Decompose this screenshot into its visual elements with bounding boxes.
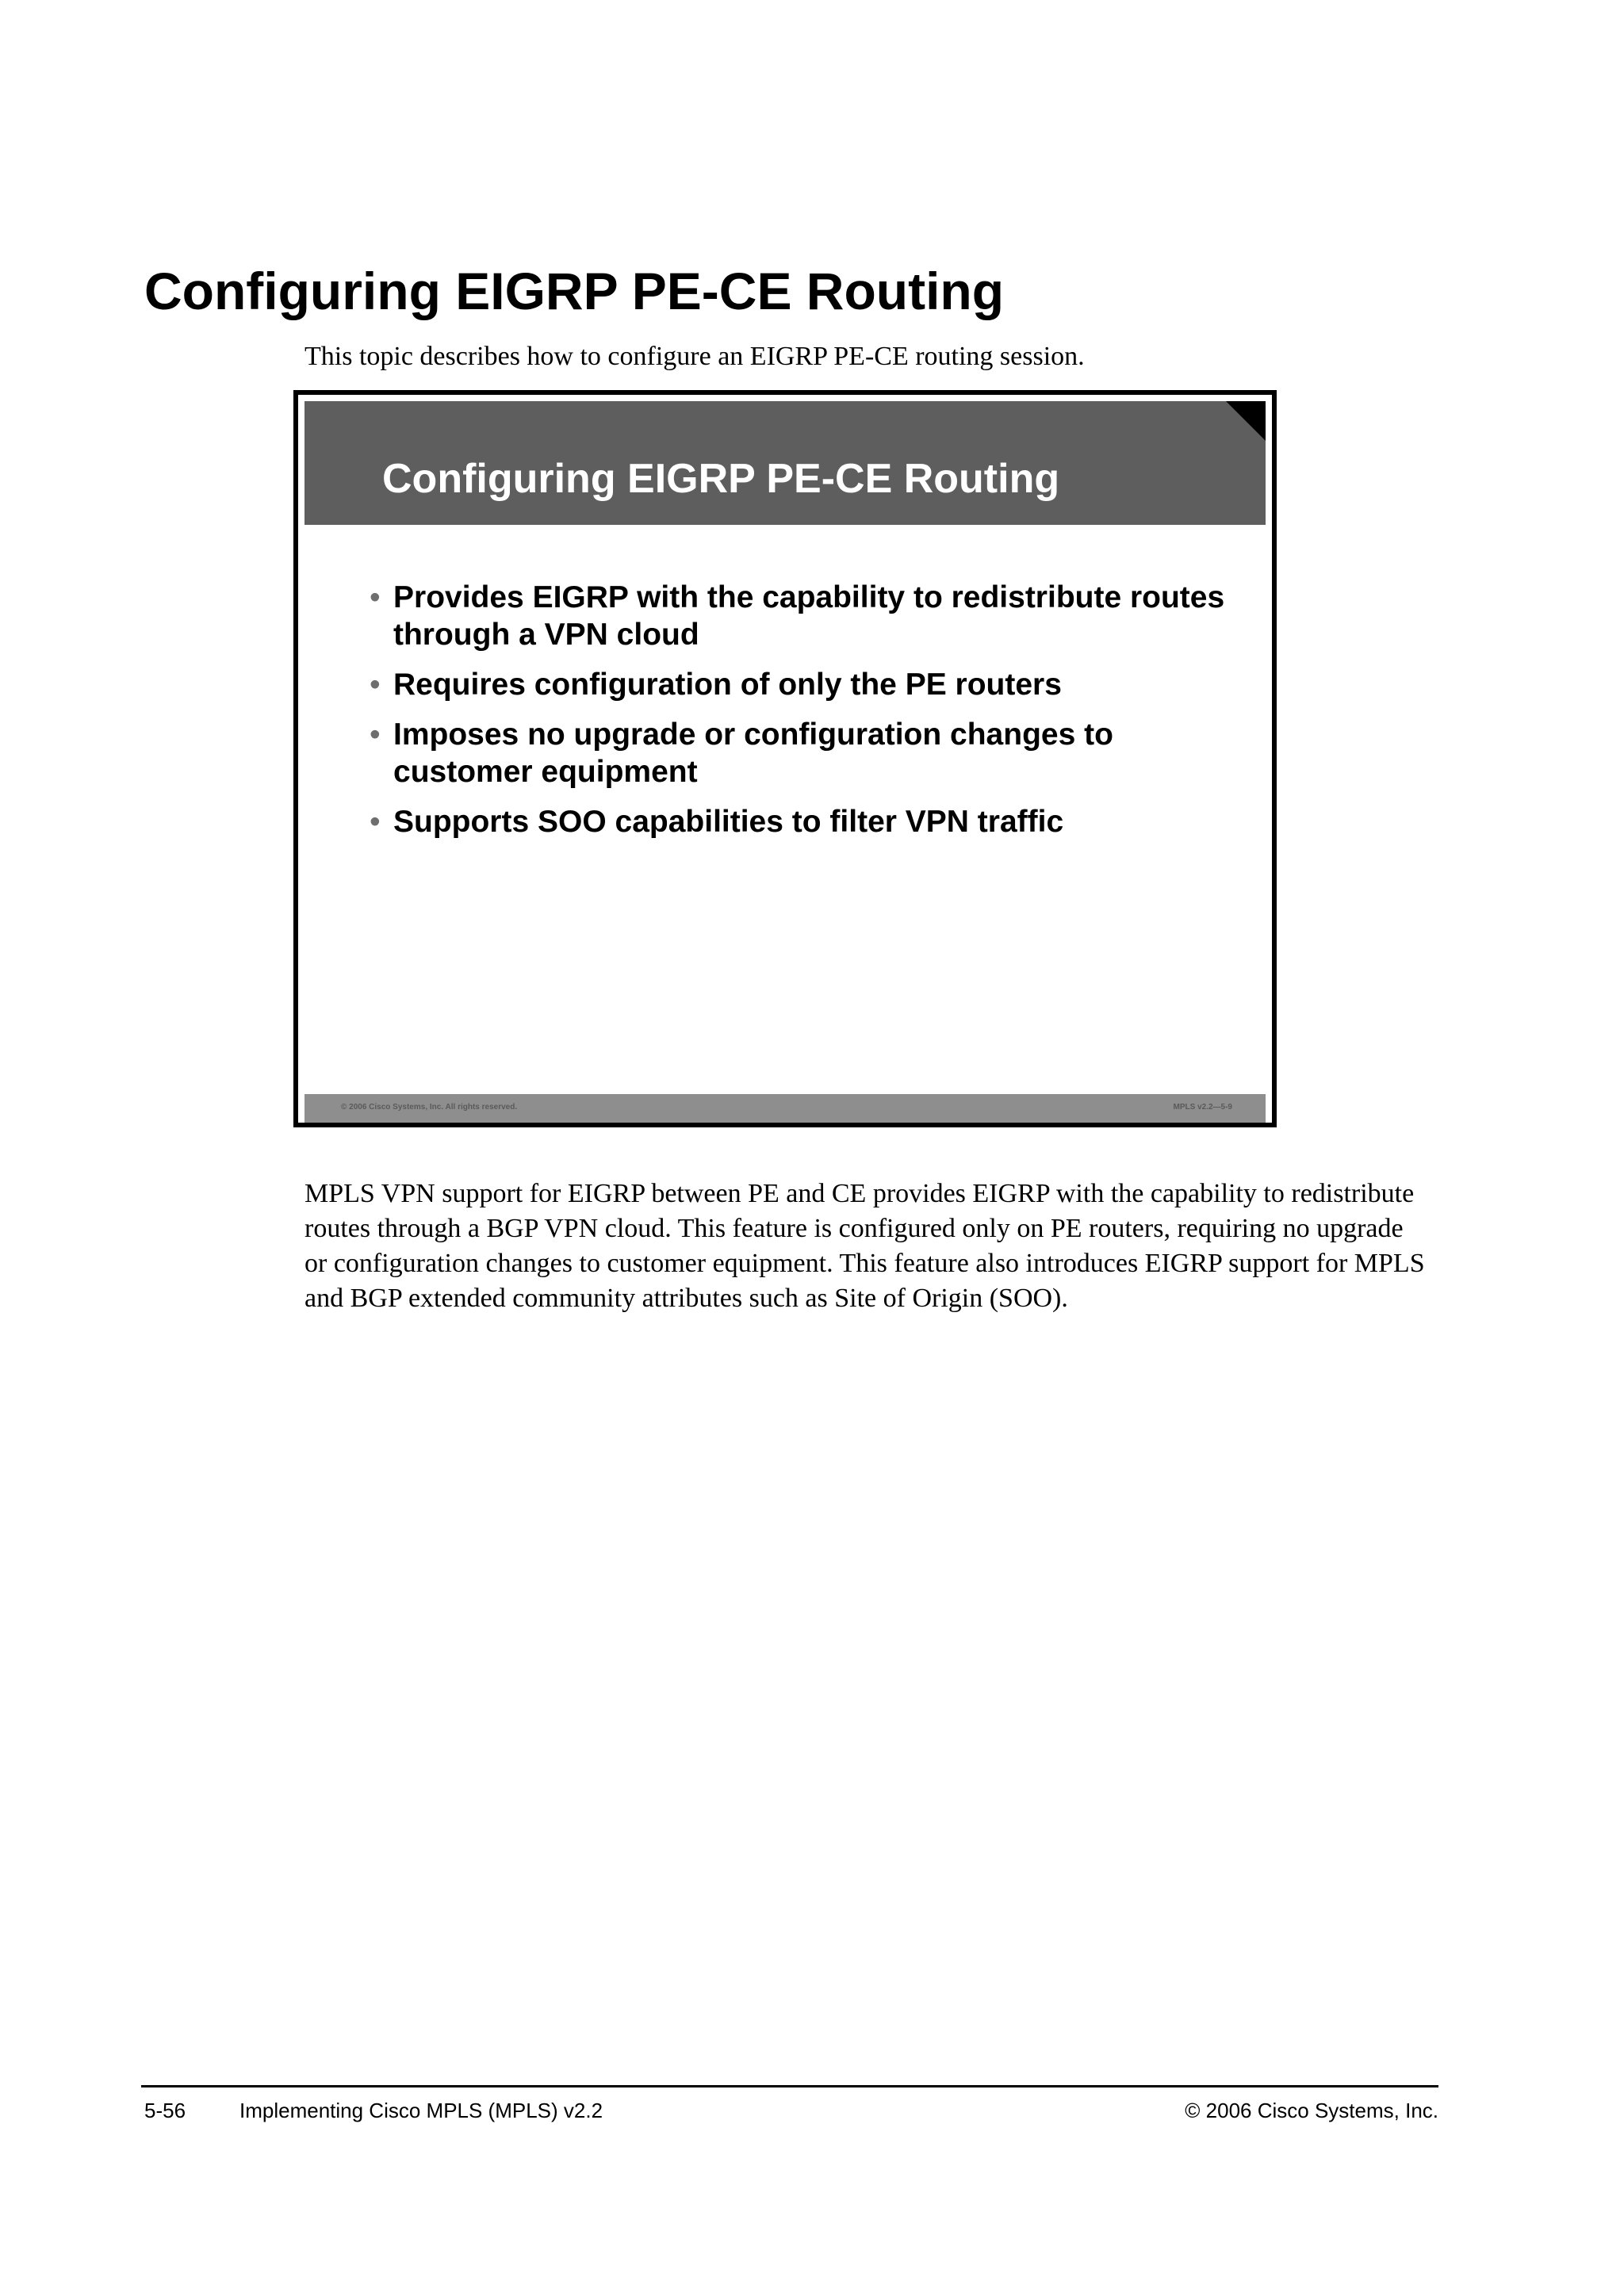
- topic-intro: This topic describes how to configure an EIGRP PE-CE routing session.: [304, 342, 1085, 371]
- slide-footer: [304, 1094, 1266, 1123]
- footer-divider: [141, 2085, 1438, 2087]
- slide-corner-mark: [1226, 401, 1266, 441]
- footer-copyright: © 2006 Cisco Systems, Inc.: [1185, 2099, 1438, 2122]
- footer-page-number: 5-56: [144, 2099, 186, 2122]
- slide-bullet-text: Requires configuration of only the PE routers: [393, 668, 1062, 702]
- slide-bullet-text: Imposes no upgrade or configuration changes to customer equipment: [393, 718, 1113, 789]
- slide-bullet-item: [370, 579, 1226, 653]
- body-paragraph: MPLS VPN support for EIGRP between PE and CE provides EIGRP with the capability to redistribute routes through a BGP VPN cloud. This feature is configured only on PE routers, requiring no upgrade or configuration changes to customer equipment. This feature also introduces EIGRP support for MPLS and BGP extended community attributes such as Site of Origin (SOO).: [304, 1179, 1425, 1313]
- slide-number: MPLS v2.2—5-9: [1173, 1103, 1232, 1112]
- slide-bullet-text: Provides EIGRP with the capability to redistribute routes through a VPN cloud: [393, 580, 1225, 652]
- bullet-icon: •: [370, 668, 381, 702]
- page-title: Configuring EIGRP PE-CE Routing: [144, 262, 1005, 320]
- bullet-icon: •: [370, 580, 381, 614]
- bullet-icon: •: [370, 718, 381, 752]
- slide-bullet-item: [370, 666, 1226, 703]
- slide-header: [304, 401, 1266, 525]
- slide-bullet-item: [370, 716, 1226, 790]
- slide-bullet-item: [370, 803, 1226, 840]
- slide-bullet-text: Supports SOO capabilities to filter VPN traffic: [393, 805, 1064, 839]
- slide-figure: [293, 390, 1277, 1127]
- slide-copyright: © 2006 Cisco Systems, Inc. All rights reserved.: [341, 1103, 518, 1112]
- slide-title: Configuring EIGRP PE-CE Routing: [382, 456, 1060, 502]
- slide-bullet-list: [370, 579, 1226, 853]
- bullet-icon: •: [370, 805, 381, 839]
- footer-book-title: Implementing Cisco MPLS (MPLS) v2.2: [239, 2099, 603, 2122]
